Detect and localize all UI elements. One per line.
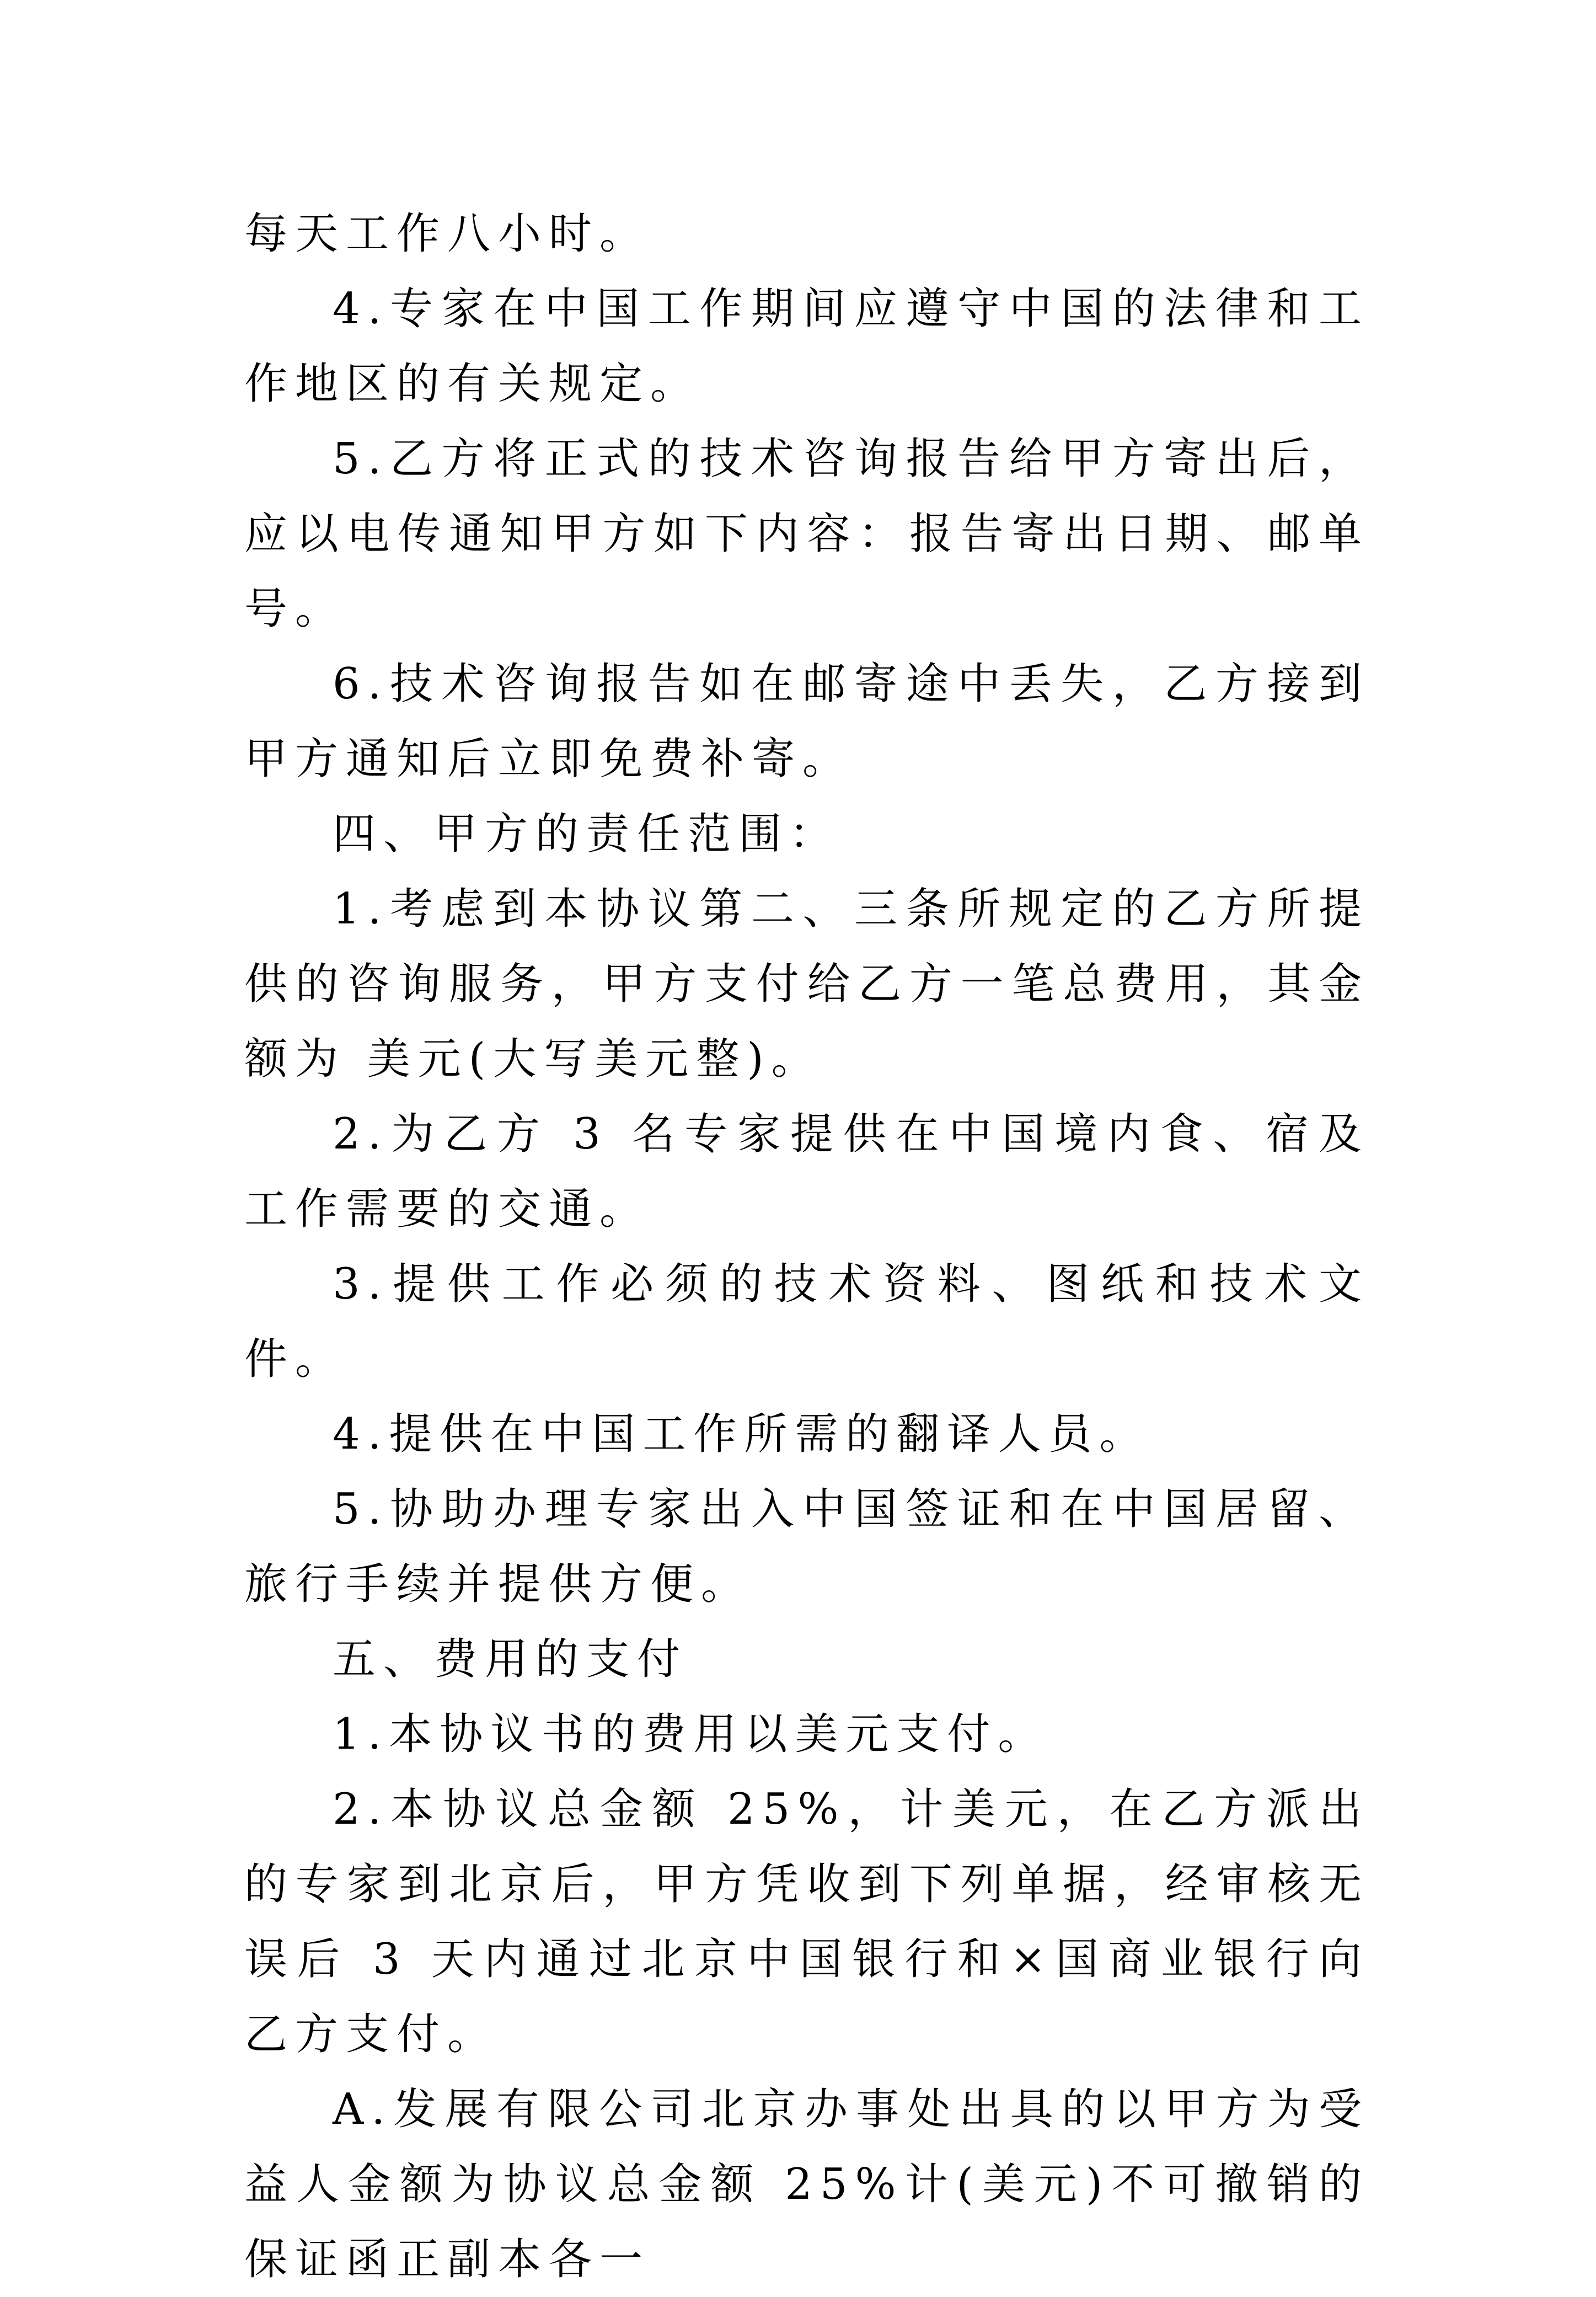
paragraph-item-4-translators: 4.提供在中国工作所需的翻译人员。: [333, 1409, 1150, 1459]
paragraph-item-5-report-notice: 5.乙方将正式的技术咨询报告给甲方寄出后，应以电传通知甲方如下内容：报告寄出日期、邮单号。: [244, 434, 1369, 634]
document-body: [244, 196, 1369, 2297]
paragraph-item-2-board-lodging: 2.为乙方 3 名专家提供在中国境内食、宿及工作需要的交通。: [244, 1109, 1369, 1234]
paragraph-item-1-total-fee: 1.考虑到本协议第二、三条所规定的乙方所提供的咨询服务，甲方支付给乙方一笔总费用，其金额为 美元(大写美元整)。: [244, 884, 1369, 1084]
section-heading-payment-of-fees: 五、费用的支付: [333, 1634, 688, 1684]
paragraph-item-a-letter-of-guarantee: A.发展有限公司北京办事处出具的以甲方为受益人金额为协议总金额 25%计(美元)不可撤销的保证函正副本各一: [244, 2085, 1369, 2284]
paragraph-item-6-lost-report: 6.技术咨询报告如在邮寄途中丢失，乙方接到甲方通知后立即免费补寄。: [244, 659, 1369, 784]
paragraph-work-hours: 每天工作八小时。: [244, 209, 651, 259]
paragraph-item-5-visa-assistance: 5.协助办理专家出入中国签证和在中国居留、旅行手续并提供方便。: [244, 1484, 1369, 1609]
paragraph-item-3-technical-data: 3.提供工作必须的技术资料、图纸和技术文件。: [244, 1259, 1369, 1384]
section-heading-party-a-responsibilities: 四、甲方的责任范围：: [333, 809, 840, 859]
paragraph-item-1-currency: 1.本协议书的费用以美元支付。: [333, 1710, 1049, 1759]
paragraph-item-2-first-payment: 2.本协议总金额 25%，计美元，在乙方派出的专家到北京后，甲方凭收到下列单据，经审核无误后 3 天内通过北京中国银行和×国商业银行向乙方支付。: [244, 1785, 1369, 2059]
paragraph-item-4-laws: 4.专家在中国工作期间应遵守中国的法律和工作地区的有关规定。: [244, 284, 1369, 409]
